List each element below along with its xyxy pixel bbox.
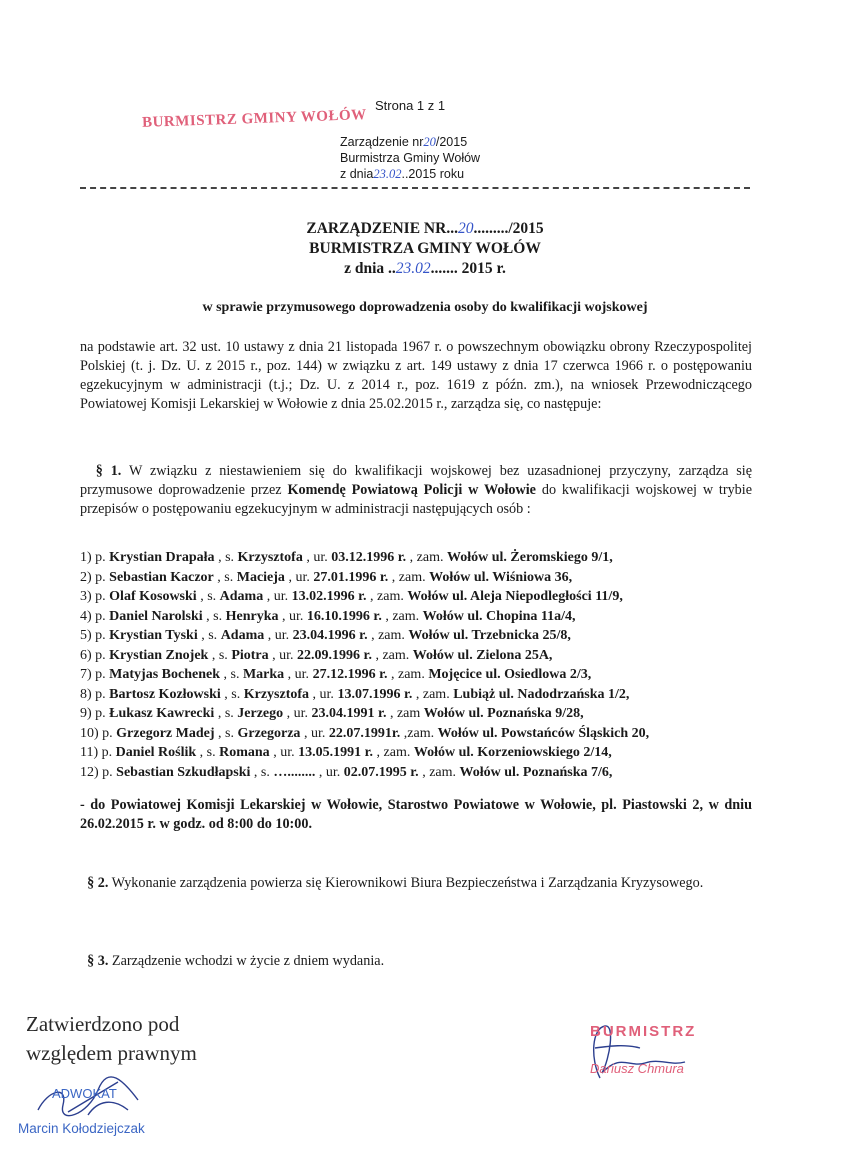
list-item [80,743,760,763]
person-father: Krzysztofa [243,686,310,702]
person-name: Sebastian Szkudłapski [116,764,251,780]
list-item [80,646,760,666]
person-name: Olaf Kosowski [109,589,197,604]
person-number: 10) p. [80,725,113,741]
person-born-label: , ur. [266,589,289,604]
person-number: 3) p. [80,589,106,604]
ref-issuer: Burmistrza Gminy Wołów [340,151,481,165]
person-address-label: , zam. [391,667,425,682]
section-1-mark: § 1. [95,463,122,479]
person-birthdate: 13.07.1996 r. [337,686,413,702]
ref-date-prefix: z dnia [340,167,374,181]
document-subject: w sprawie przymusowego doprowadzenia osoby do kwalifikacji wojskowej [202,300,648,315]
person-birthdate: 27.01.1996 r. [313,569,389,585]
person-name: Matyjas Bochenek [109,667,220,682]
person-father: Jerzego [237,706,284,721]
person-birthdate: 22.09.1996 r. [297,647,372,663]
ref-date-suffix: ..2015 roku [401,167,465,181]
section-3-text: Zarządzenie wchodzi w życie z dniem wydania. [111,953,385,969]
person-son-of-label: , s. [217,706,234,721]
ref-number-prefix: Zarządzenie nr [340,135,424,149]
person-name: Bartosz Kozłowski [109,686,221,702]
person-address-label: , zam. [391,569,426,585]
person-number: 4) p. [80,608,106,624]
person-address: Wołów ul. Żeromskiego 9/1, [446,550,613,565]
list-item [80,607,760,627]
person-name: Daniel Roślik [115,745,197,760]
title-number-suffix: ........./2015 [473,220,544,237]
person-son-of-label: , s. [217,569,234,585]
person-address-label: , zam. [370,589,404,604]
approval-line-1: Zatwierdzono pod [26,1012,180,1036]
legal-approval-stamp [26,1010,197,1068]
person-birthdate: 22.07.1991r. [328,725,401,741]
person-son-of-label: , s. [224,686,241,702]
person-born-label: , ur. [272,647,294,663]
person-address: Wołów ul. Wiśniowa 36, [429,569,573,585]
list-item [80,626,760,646]
separator-line [80,187,750,189]
section-2 [80,874,752,893]
person-birthdate: 23.04.1996 r. [292,628,368,643]
person-address-label: , zam. [422,764,457,780]
person-address: Wołów ul. Trzebnicka 25/8, [408,628,571,643]
person-number: 1) p. [80,550,106,565]
person-address-label: , zam. [409,550,444,565]
person-address-label: , zam. [376,745,411,760]
person-number: 9) p. [80,706,106,721]
person-address-label: , zam. [385,608,420,624]
person-name: Krystian Drapała [109,550,215,565]
section-3 [80,952,752,971]
section-1-text-b: do kwalifikacji wojskowej w trybie przepisów o postępowaniu egzekucyjnym w administracji następujących osób : [80,482,753,517]
section-1 [80,462,752,519]
page-number: Strona 1 z 1 [375,98,446,113]
person-address: Wołów ul. Zielona 25A, [412,647,553,663]
section-2-mark: § 2. [87,875,109,891]
list-item [80,724,760,744]
person-son-of-label: , s. [218,725,234,741]
list-item [80,763,760,783]
person-address: Wołów ul. Poznańska 7/6, [459,764,613,780]
list-item [80,568,760,588]
person-born-label: , ur. [282,608,304,624]
mayor-stamp-name: Dariusz Chmura [590,1061,684,1076]
title-date-prefix: z dnia .. [344,260,396,277]
lawyer-name: Marcin Kołodziejczak [18,1121,145,1136]
person-name: Sebastian Kaczor [109,569,214,585]
person-number: 11) p. [80,745,113,760]
person-father: Marka [242,667,285,682]
list-item [80,665,760,685]
title-issuer: BURMISTRZA GMINY WOŁÓW [309,240,541,257]
destination: - do Powiatowej Komisji Lekarskiej w Wołowie, Starostwo Powiatowe w Wołowie, pl. Piastowski 2, w dniu 26.02.2015 r. w godz. od 8:00 do 10:00. [80,797,752,832]
person-name: Krystian Znojek [109,647,209,663]
person-father: Piotra [231,647,269,663]
person-birthdate: 13.02.1996 r. [291,589,367,604]
person-son-of-label: , s. [206,608,223,624]
person-father: Henryka [225,608,279,624]
person-born-label: , ur. [303,725,326,741]
section-2-text: Wykonanie zarządzenia powierza się Kierownikowi Biura Bezpieczeństwa i Zarządzania Kryzysowego. [111,875,704,891]
person-address-label: ,zam. [403,725,435,741]
person-father: Romana [219,745,270,760]
approval-line-2: względem prawnym [26,1041,197,1065]
person-address-label: , zam. [371,628,405,643]
person-address-label: , zam. [415,686,450,702]
list-item [80,704,760,724]
section-1-text-a: W związku z niestawieniem się do kwalifikacji wojskowej bez uzasadnionej przyczyny, zarządza się przymusowe doprowadzenie przez [80,463,753,498]
person-father: …........ [273,764,316,780]
legal-basis: na podstawie art. 32 ust. 10 ustawy z dnia 21 listopada 1967 r. o powszechnym obowiązku obrony Rzeczypospolitej Polskiej (t. j. Dz. U. z 2015 r., poz. 144) w związku z art. 149 ustawy z dnia 17 czerwca 1966 r. o postępowaniu egzekucyjnym w administracji (t.j.; Dz. U. z 2014 r., poz. 1619 z późn. zm.), na wniosek Przewodniczącego Powiatowej Komisji Lekarskiej w Wołowie z dnia 25.02.2015 r., zarządza się, co następuje: [80,339,752,412]
person-born-label: , ur. [267,628,290,643]
person-number: 7) p. [80,667,106,682]
person-son-of-label: , s. [253,764,270,780]
office-stamp: BURMISTRZ GMINY WOŁÓW [141,107,367,131]
person-son-of-label: , s. [218,550,235,565]
person-born-label: , ur. [287,667,310,682]
title-number-prefix: ZARZĄDZENIE NR... [306,220,458,237]
person-birthdate: 16.10.1996 r. [306,608,382,624]
person-born-label: , ur. [273,745,295,760]
document-title [0,219,850,279]
ref-number-suffix: /2015 [435,135,468,149]
document-reference [340,134,480,182]
person-son-of-label: , s. [201,628,218,643]
person-address: Lubiąż ul. Nadodrzańska 1/2, [453,686,630,702]
title-number-handwritten: 20 [457,220,474,237]
person-father: Adama [220,628,265,643]
person-born-label: , ur. [288,569,310,585]
person-address-label: , zam [389,706,421,721]
mayor-stamp-title: BURMISTRZ [590,1023,697,1040]
person-born-label: , ur. [312,686,334,702]
person-birthdate: 27.12.1996 r. [312,667,388,682]
person-son-of-label: , s. [223,667,240,682]
person-address: Mojęcice ul. Osiedlowa 2/3, [428,667,592,682]
person-address: Wołów ul. Aleja Niepodległości 11/9, [407,589,623,604]
person-birthdate: 02.07.1995 r. [343,764,419,780]
person-address: Wołów ul. Korzeniowskiego 2/14, [413,745,612,760]
person-address: Wołów ul. Chopina 11a/4, [422,608,576,624]
person-number: 8) p. [80,686,106,702]
ref-number-handwritten: 20 [423,135,436,149]
section-3-mark: § 3. [87,953,109,969]
person-son-of-label: , s. [200,589,217,604]
person-number: 12) p. [80,764,113,780]
person-son-of-label: , s. [211,647,228,663]
person-father: Grzegorza [237,725,301,741]
person-name: Grzegorz Madej [116,725,215,741]
person-born-label: , ur. [306,550,328,565]
section-1-police: Komendę Powiatową Policji w Wołowie [287,482,536,498]
person-address: Wołów ul. Powstańców Śląskich 20, [437,725,650,741]
person-father: Adama [219,589,264,604]
list-item [80,548,760,568]
lawyer-role: ADWOKAT [52,1086,117,1101]
person-name: Łukasz Kawrecki [109,706,215,721]
person-father: Macieja [236,569,285,585]
person-address: Wołów ul. Poznańska 9/28, [423,706,584,721]
person-number: 2) p. [80,569,106,585]
list-item [80,587,760,607]
person-born-label: , ur. [318,764,341,780]
person-born-label: , ur. [286,706,309,721]
person-birthdate: 13.05.1991 r. [298,745,374,760]
title-date-suffix: ....... 2015 r. [430,260,506,277]
person-number: 5) p. [80,628,106,643]
person-son-of-label: , s. [199,745,216,760]
person-birthdate: 03.12.1996 r. [331,550,407,565]
ref-date-handwritten: 23.02 [373,167,402,181]
person-father: Krzysztofa [237,550,303,565]
person-name: Daniel Narolski [109,608,203,624]
person-name: Krystian Tyski [109,628,198,643]
title-date-handwritten: 23.02 [395,260,431,277]
person-birthdate: 23.04.1991 r. [311,706,387,721]
persons-list [80,548,760,782]
list-item [80,685,760,705]
person-number: 6) p. [80,647,106,663]
person-address-label: , zam. [375,647,410,663]
